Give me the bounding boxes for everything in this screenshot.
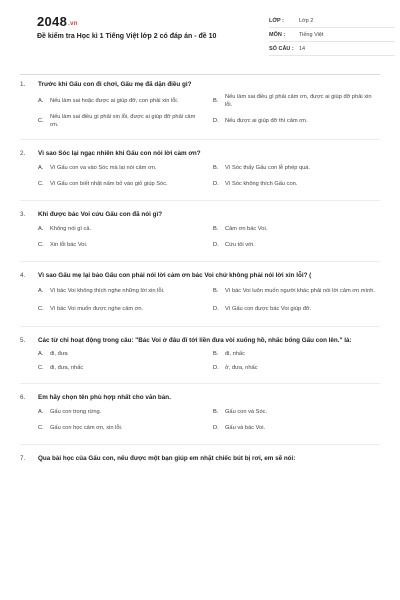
option-letter: B. [213, 288, 219, 294]
answer-option-b[interactable] [213, 93, 380, 109]
question-separator [20, 444, 380, 445]
option-text: Vì Gấu con biết nhặt nấm bỏ vào giỏ giúp Sóc. [50, 181, 168, 187]
option-text: Nếu được ai giúp đỡ thì cảm ơn. [225, 118, 308, 124]
option-letter: B. [213, 409, 219, 415]
option-letter: D. [213, 365, 219, 371]
header-divider [20, 74, 380, 75]
question-number: 4. [20, 272, 26, 279]
option-letter: D. [213, 306, 219, 312]
answer-option-b[interactable] [213, 406, 380, 418]
option-text: Gấu con trong rừng. [50, 409, 102, 415]
option-letter: A. [38, 165, 44, 171]
question-item [20, 80, 380, 140]
option-letter: A. [38, 351, 44, 357]
answer-options [20, 406, 380, 434]
option-text: đi, đưa, nhấc [50, 365, 84, 371]
meta-value: Lớp 2 [299, 17, 314, 24]
question-header [20, 271, 380, 280]
worksheet-header [17, 0, 383, 70]
answer-options [20, 349, 380, 373]
option-letter: C. [38, 242, 44, 248]
question-text: Khi được bác Voi cứu Gấu con đã nói gì? [38, 211, 163, 218]
answer-option-b[interactable] [213, 162, 380, 174]
answer-option-b[interactable] [213, 284, 380, 298]
question-header [20, 149, 380, 158]
meta-value: Tiếng Việt [299, 31, 324, 38]
answer-options [20, 93, 380, 129]
question-separator [20, 326, 380, 327]
option-text: Vì Sóc thấy Gấu con lễ phép quá. [225, 165, 311, 171]
answer-option-a[interactable] [38, 223, 205, 235]
logo-domain: .vn [68, 21, 78, 27]
option-text: Vì Gấu con được bác Voi giúp đỡ. [225, 306, 312, 312]
option-text: Vì bác Voi muốn được nghe cảm ơn. [50, 306, 144, 312]
option-text: Vì bác Voi luôn muốn người khác phải nói lời cảm ơn mình. [225, 288, 375, 294]
option-text: Xin lỗi bác Voi. [50, 242, 88, 248]
option-letter: A. [38, 226, 44, 232]
answer-option-b[interactable] [213, 349, 380, 359]
meta-value: 14 [299, 45, 306, 52]
option-text: Cứu tôi với. [225, 242, 255, 248]
answer-option-d[interactable] [213, 363, 380, 373]
answer-option-a[interactable] [38, 284, 205, 298]
question-header [20, 336, 380, 345]
question-separator [20, 139, 380, 140]
meta-table [269, 14, 395, 56]
option-text: Vì Gấu con va vào Sóc mà lại nói cảm ơn. [50, 165, 157, 171]
answer-option-d[interactable] [213, 239, 380, 251]
answer-option-a[interactable] [38, 406, 205, 418]
question-header [20, 454, 380, 463]
question-list [20, 80, 380, 467]
option-letter: D. [213, 181, 219, 187]
option-letter: C. [38, 425, 44, 431]
answer-option-c[interactable] [38, 363, 205, 373]
option-text: Cảm ơn bác Voi. [225, 226, 268, 232]
option-letter: D. [213, 242, 219, 248]
option-text: đi, nhấc [225, 351, 245, 357]
meta-key: SỐ CÂU : [269, 45, 294, 52]
answer-option-d[interactable] [213, 178, 380, 190]
option-letter: A. [38, 288, 44, 294]
question-text: Vì sao Sóc lại ngạc nhiên khi Gấu con nói lời cảm ơn? [38, 150, 201, 157]
option-letter: B. [213, 226, 219, 232]
answer-option-a[interactable] [38, 93, 205, 109]
option-letter: B. [213, 165, 219, 171]
answer-options [20, 223, 380, 251]
option-letter: B. [213, 351, 219, 357]
question-separator [20, 200, 380, 201]
question-number: 2. [20, 150, 26, 157]
option-text: Gấu con học cảm ơn, xin lỗi. [50, 425, 123, 431]
option-text: ở, đưa, nhấc [225, 365, 258, 371]
option-letter: C. [38, 181, 44, 187]
question-number: 5. [20, 337, 26, 344]
meta-key: MÔN : [269, 31, 286, 38]
answer-options [20, 284, 380, 316]
answer-option-c[interactable] [38, 422, 205, 434]
option-letter: D. [213, 425, 219, 431]
answer-option-c[interactable] [38, 239, 205, 251]
answer-option-b[interactable] [213, 223, 380, 235]
option-letter: D. [213, 118, 219, 124]
question-text: Vì sao Gấu mẹ lại bảo Gấu con phải nói lời cảm ơn bác Voi chứ không phải nói lời xin lỗi? ( [38, 272, 312, 279]
question-number: 6. [20, 394, 26, 401]
question-item [20, 393, 380, 445]
meta-key: LỚP : [269, 17, 284, 24]
question-separator [20, 383, 380, 384]
answer-options [20, 162, 380, 190]
option-text: Gấu và bác Voi. [225, 425, 266, 431]
answer-option-c[interactable] [38, 113, 205, 129]
question-text: Qua bài học của Gấu con, nếu được một bạn giúp em nhặt chiếc bút bị rơi, em sẽ nói: [38, 455, 296, 462]
answer-option-d[interactable] [213, 422, 380, 434]
answer-option-c[interactable] [38, 302, 205, 316]
option-letter: A. [38, 98, 44, 104]
question-header [20, 393, 380, 402]
answer-option-d[interactable] [213, 113, 380, 129]
question-separator [20, 261, 380, 262]
question-number: 3. [20, 211, 26, 218]
option-text: Không nói gì cả. [50, 226, 92, 232]
question-item [20, 149, 380, 201]
option-letter: B. [213, 98, 219, 104]
question-header [20, 210, 380, 219]
question-header [20, 80, 380, 89]
meta-row-subject [269, 28, 395, 42]
option-text: Nếu làm sai điều gì phải xin lỗi, được ai giúp đỡ phải cảm ơn. [50, 114, 196, 128]
option-text: Gấu con và Sóc. [225, 409, 268, 415]
answer-option-a[interactable] [38, 349, 205, 359]
document-title: Đề kiểm tra Học kì 1 Tiếng Việt lớp 2 có đáp án - đề 10 [37, 33, 217, 40]
option-text: Vì bác Voi không thích nghe những lời xin lỗi. [50, 288, 165, 294]
option-letter: C. [38, 365, 44, 371]
question-item [20, 454, 380, 463]
answer-option-d[interactable] [213, 302, 380, 316]
meta-row-count [269, 42, 395, 56]
question-number: 7. [20, 455, 26, 462]
question-text: Trước khi Gấu con đi chơi, Gấu mẹ đã dặn điều gì? [38, 81, 192, 88]
option-text: Nếu làm sai điều gì phải cảm ơn, được ai giúp đỡ phải xin lỗi. [225, 94, 372, 108]
question-text: Các từ chỉ hoạt động trong câu: "Bác Voi ở đâu đi tới liền đưa vòi xuống hồ, nhấc bổng Gấu con lên." là: [38, 337, 352, 344]
option-text: Vì Sóc không thích Gấu con. [225, 181, 298, 187]
question-number: 1. [20, 81, 26, 88]
option-letter: C. [38, 118, 44, 124]
option-letter: A. [38, 409, 44, 415]
answer-option-a[interactable] [38, 162, 205, 174]
question-text: Em hãy chọn tên phù hợp nhất cho văn bản. [38, 394, 171, 401]
question-item [20, 271, 380, 327]
option-text: Nếu làm sai hoặc được ai giúp đỡ, con phải xin lỗi. [50, 98, 179, 104]
question-item [20, 210, 380, 262]
option-text: đi, đưa [50, 351, 68, 357]
answer-option-c[interactable] [38, 178, 205, 190]
logo-number: 2048 [37, 14, 68, 29]
option-letter: C. [38, 306, 44, 312]
question-item [20, 336, 380, 384]
site-logo[interactable] [37, 14, 78, 29]
meta-row-class [269, 14, 395, 28]
